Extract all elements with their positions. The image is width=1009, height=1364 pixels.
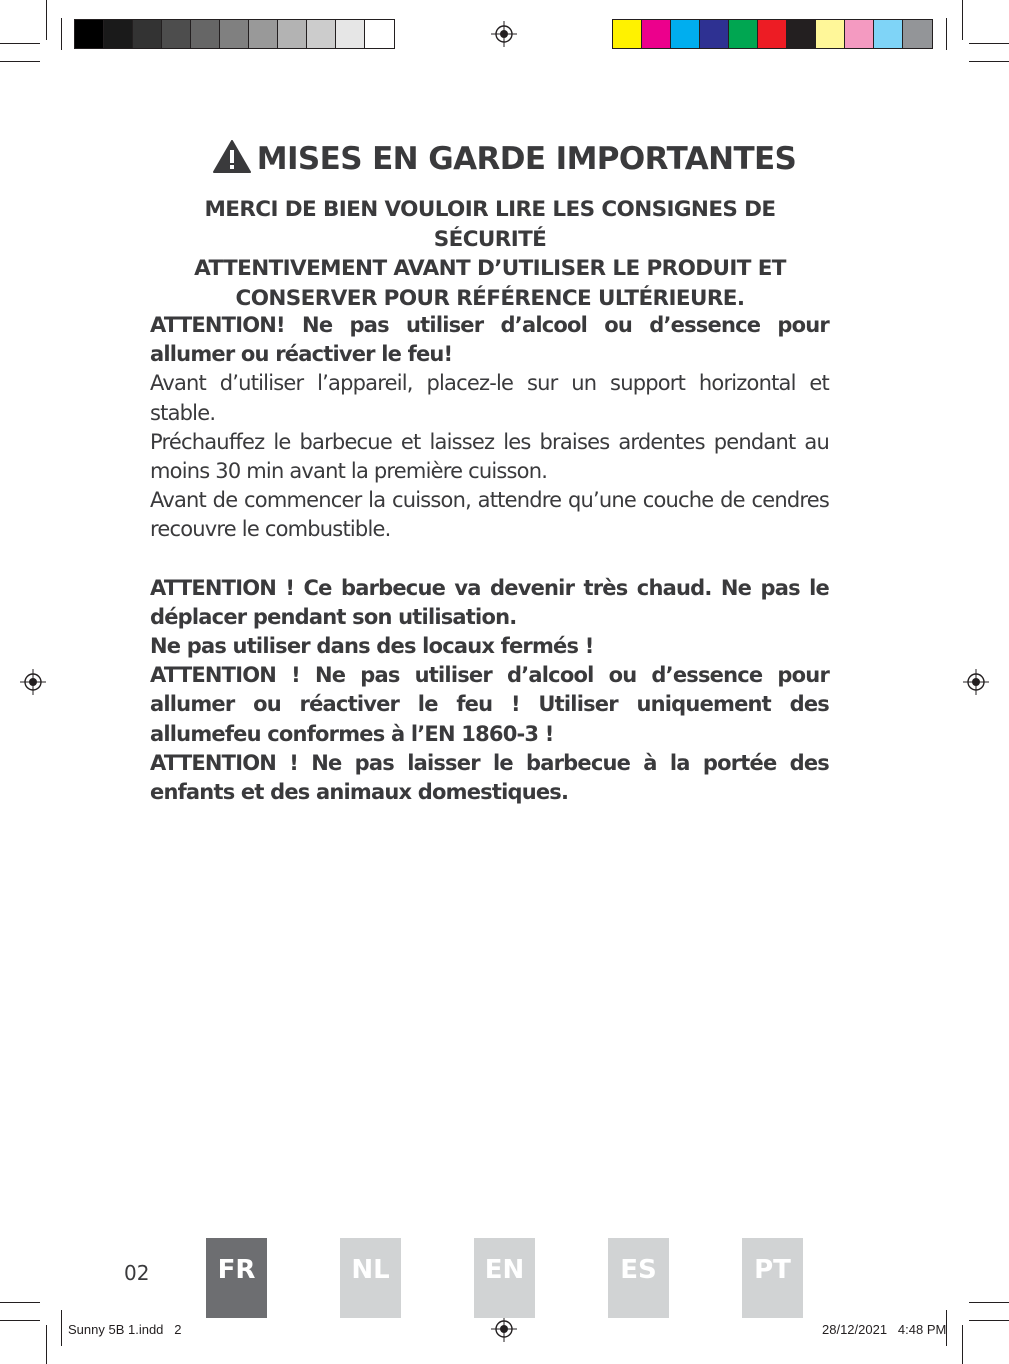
crop-mark (962, 0, 963, 40)
color-swatch (75, 20, 104, 48)
crop-mark (946, 18, 947, 50)
instruction-paragraph: Avant d’utiliser l’appareil, placez-le sur un support horizontal et stable. (150, 371, 829, 425)
warning-triangle-icon (213, 140, 251, 173)
registration-mark-icon (963, 669, 989, 695)
color-swatch (104, 20, 133, 48)
color-swatch (903, 20, 932, 48)
language-tab-nl[interactable]: NL (340, 1238, 401, 1318)
color-swatch (613, 20, 642, 48)
subtitle-line: ATTENTIVEMENT AVANT D’UTILISER LE PRODUIT ET (194, 256, 786, 281)
crop-mark (969, 43, 1009, 44)
color-swatch (874, 20, 903, 48)
crop-mark (969, 1302, 1009, 1303)
crop-mark (61, 18, 62, 50)
crop-mark (0, 43, 40, 44)
warning-paragraph: ATTENTION ! Ce barbecue va devenir très chaud. Ne pas le déplacer pendant son utilisation. (150, 575, 829, 629)
color-swatch (249, 20, 278, 48)
color-swatch (845, 20, 874, 48)
slug-filename: Sunny 5B 1.indd 2 (68, 1322, 182, 1337)
warning-paragraph: ATTENTION ! Ne pas laisser le barbecue à la portée des enfants et des animaux domestiques. (150, 750, 829, 805)
crop-mark (46, 0, 47, 40)
warning-paragraph: ATTENTION ! Ne pas utiliser d’alcool ou d’essence pour allumer ou réactiver le feu ! Utiliser uniquement des allumefeu conformes à l’EN 1860-3 ! (150, 663, 829, 746)
color-swatch (700, 20, 729, 48)
page-title (0, 140, 1009, 177)
color-swatch (365, 20, 394, 48)
warning-paragraph: ATTENTION! Ne pas utiliser d’alcool ou d’essence pour allumer ou réactiver le feu! (150, 313, 829, 367)
color-swatch (278, 20, 307, 48)
subtitle-line: MERCI DE BIEN VOULOIR LIRE LES CONSIGNES DE SÉCURITÉ (204, 197, 776, 252)
color-swatch (133, 20, 162, 48)
color-swatch (729, 20, 758, 48)
instruction-paragraph: Avant de commencer la cuisson, attendre qu’une couche de cendres recouvre le combustible. (150, 488, 829, 542)
crop-mark (0, 1320, 40, 1321)
color-swatch (220, 20, 249, 48)
page-number: 02 (124, 1261, 150, 1285)
color-swatch (191, 20, 220, 48)
crop-mark (962, 1325, 963, 1364)
crop-mark (0, 61, 40, 62)
language-tab-en[interactable]: EN (474, 1238, 535, 1318)
slug-timestamp: 28/12/2021 4:48 PM (822, 1322, 947, 1337)
crop-mark (0, 1302, 40, 1303)
subtitle-line: CONSERVER POUR RÉFÉRENCE ULTÉRIEURE. (235, 285, 745, 311)
crop-mark (969, 61, 1009, 62)
color-swatch (642, 20, 671, 48)
crop-mark (61, 1310, 62, 1346)
warning-paragraph: Ne pas utiliser dans des locaux fermés ! (150, 634, 594, 659)
color-swatch (787, 20, 816, 48)
instruction-paragraph: Préchauffez le barbecue et laissez les braises ardentes pendant au moins 30 min avant la première cuisson. (150, 429, 829, 484)
registration-mark-icon (20, 669, 46, 695)
color-swatch (758, 20, 787, 48)
language-tab-pt[interactable]: PT (742, 1238, 803, 1318)
grayscale-color-bar (74, 19, 395, 49)
language-tab-fr[interactable]: FR (206, 1238, 267, 1318)
color-swatch (336, 20, 365, 48)
color-swatch (162, 20, 191, 48)
registration-mark-icon (491, 1316, 517, 1342)
language-tab-es[interactable]: ES (608, 1238, 669, 1318)
registration-mark-icon (491, 21, 517, 47)
color-swatch (816, 20, 845, 48)
crop-mark (46, 1325, 47, 1364)
color-swatch (671, 20, 700, 48)
warnings-body (150, 311, 829, 807)
color-swatch (307, 20, 336, 48)
process-color-bar (612, 19, 933, 49)
crop-mark (969, 1320, 1009, 1321)
page-title-text: MISES EN GARDE IMPORTANTES (256, 141, 797, 177)
safety-notice-subtitle (150, 195, 830, 313)
